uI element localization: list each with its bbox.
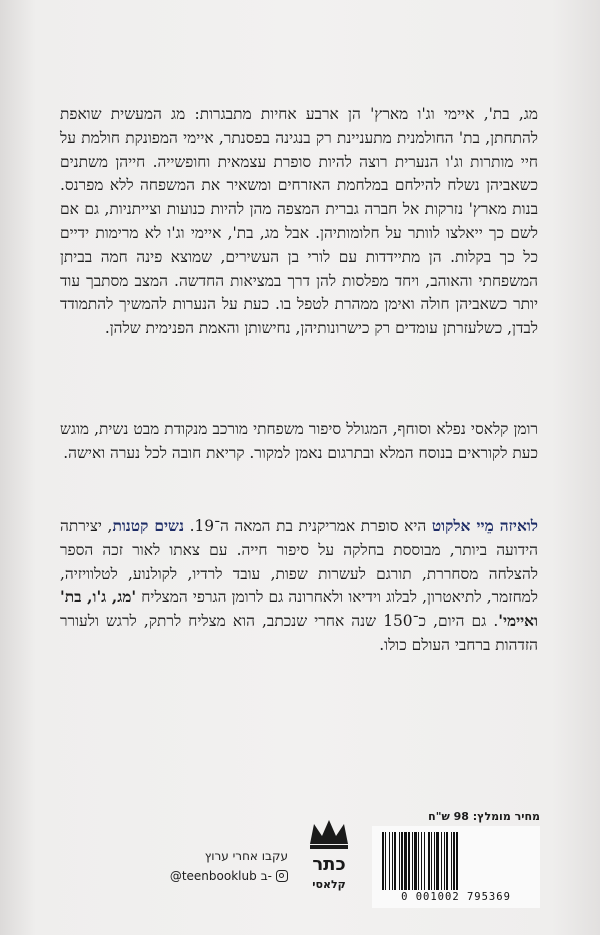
author-bio-text-3: . גם היום, כ־150 שנה אחרי שנכתב, הוא מצליח לרתק, לרגש ולעורר הזדהות ברחבי העולם כולו.	[60, 612, 538, 654]
social-handle[interactable]: @teenbooklub	[169, 869, 257, 883]
barcode-bar	[458, 832, 459, 890]
blurb-paragraph	[60, 418, 538, 466]
social-handle-row	[160, 866, 288, 886]
author-bio-text-2: , יצירתה הידועה ביותר, מבוססת בחלקה על סיפור חייה. עם צאתו לאור זכה הספר להצלחה מסחררת, תורגם לעשרות שפות, עובד לרדיו, לקולנוע, לטלוויזיה, למחזמר, לתיאטרון, לבלוג וידיאו ולאחרונה גם לרומן הגרפי המצליח	[60, 517, 539, 607]
price-label: מחיר מומלץ: 98 ש"ח	[428, 810, 540, 823]
author-bio-text-1: היא סופרת אמריקנית בת המאה ה־19.	[183, 517, 432, 535]
author-bio-paragraph	[60, 515, 538, 658]
barcode-bars	[382, 832, 534, 890]
publisher-logo	[304, 818, 354, 898]
blurb-text: רומן קלאסי נפלא וסוחף, המגולל סיפור משפחתי מורכב מנקודת מבט נשית, מוגש כעת לקוראים בנוסח המלא ובתרגום נאמן למקור. קריאת חובה לכל נערה ואישה.	[60, 420, 538, 462]
social-follow	[160, 846, 288, 886]
instagram-icon	[276, 870, 288, 882]
synopsis-paragraph	[60, 103, 538, 341]
publisher-logo-line1: כתר	[312, 854, 346, 875]
author-name: לואיזה מֵיי אלקוט	[431, 517, 538, 535]
book-title: נשים קטנות	[112, 517, 184, 535]
follow-label: עקבו אחרי ערוץ	[204, 849, 288, 863]
synopsis-text: מג, בת', איימי וג'ו מארץ' הן ארבע אחיות מתבגרות: מג המעשית שואפת להתחתן, בת' החולמנית מתעניינת רק בנגינה בפסנתר, איימי המפונקת חולמת על חיי מותרות וג'ו הנערית רוצה להיות סופרת עצמאית וחופשייה. חייהן משתנים כשאביהן נשלח להילחם במלחמת האזרחים ומשאיר את המשפחה ללא מפרנס. בנות מארץ' נזרקות אל חברה גברית המצפה מהן להיות כנועות וצייתניות, גם אם לשם כך ייאלצו לוותר על חלומותיהן. אבל מג, בת', איימי וג'ו לא מרימות ידיים כל כך בקלות. הן מתיידדות עם לורי בן העשירים, שמוצא פינה חמה בביתן המשפחתי והאוהב, ויחד מפלסות להן דרך במציאות החדשה. המצב מסתבך עוד יותר כשאביהן חולה ואימן ממהרת לטפל בו. כעת על הנערות להמשיך להתמודד לבדן, כשלעזרתן עומדים רק כישרונותיהן, נחישותן והאמת הפנימית שלהן.	[60, 105, 538, 338]
barcode	[372, 826, 540, 908]
graphic-novel-title: 'מג, ג'ו, בת' ואיימי'	[60, 588, 538, 631]
handle-prefix: ב-	[260, 869, 272, 883]
barcode-digits: 0 001002 795369	[401, 891, 511, 903]
publisher-logo-line2: קלאסי	[312, 878, 346, 891]
crown-icon	[310, 820, 348, 849]
